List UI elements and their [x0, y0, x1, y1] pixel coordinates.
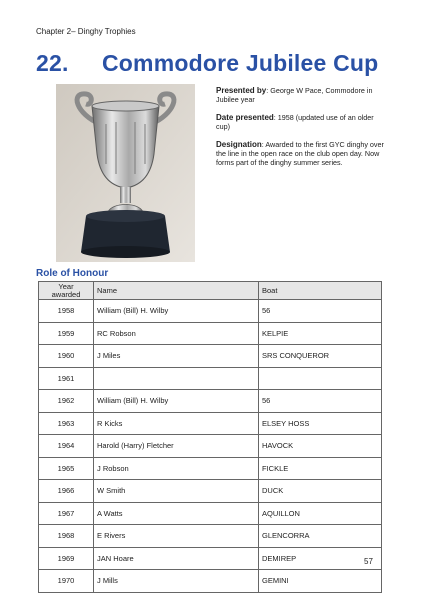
table-row — [39, 412, 382, 435]
date-presented-value: : 1958 (updated use of an older cup) — [216, 113, 374, 131]
cell-boat: DUCK — [259, 480, 382, 503]
cell-name: Harold (Harry) Fletcher — [94, 435, 259, 458]
cell-name: J Mills — [94, 570, 259, 593]
table-row — [39, 300, 382, 323]
cell-name: J Robson — [94, 457, 259, 480]
cell-boat: 56 — [259, 300, 382, 323]
cell-boat: GLENCORRA — [259, 525, 382, 548]
cell-year: 1965 — [39, 457, 94, 480]
cell-boat: HAVOCK — [259, 435, 382, 458]
date-presented-label: Date presented — [216, 113, 274, 122]
cell-boat — [259, 367, 382, 390]
trophy-photo — [56, 84, 195, 262]
cell-name: J Miles — [94, 345, 259, 368]
year-header-line2: awarded — [51, 289, 81, 299]
date-presented — [216, 113, 386, 131]
table-row — [39, 435, 382, 458]
cell-name: A Watts — [94, 502, 259, 525]
year-header-line1: Year — [58, 281, 74, 291]
cell-name: R Kicks — [94, 412, 259, 435]
page-title — [36, 50, 378, 77]
cell-year: 1964 — [39, 435, 94, 458]
roll-of-honour-heading: Role of Honour — [36, 268, 109, 279]
table-row — [39, 525, 382, 548]
cell-year: 1963 — [39, 412, 94, 435]
cell-name — [94, 367, 259, 390]
presented-by-value: : George W Pace, Commodore in Jubilee year — [216, 86, 373, 104]
cell-boat: FICKLE — [259, 457, 382, 480]
presented-by-label: Presented by — [216, 86, 267, 95]
cell-name: E Rivers — [94, 525, 259, 548]
cell-year: 1961 — [39, 367, 94, 390]
cell-boat: ELSEY HOSS — [259, 412, 382, 435]
cell-name: RC Robson — [94, 322, 259, 345]
cell-boat: DEMIREP — [259, 547, 382, 570]
column-header-boat: Boat — [259, 282, 382, 300]
cell-boat: SRS CONQUEROR — [259, 345, 382, 368]
table-row — [39, 345, 382, 368]
cell-year: 1966 — [39, 480, 94, 503]
chapter-header: Chapter 2– Dinghy Trophies — [36, 27, 136, 36]
cell-name: W Smith — [94, 480, 259, 503]
table-row — [39, 322, 382, 345]
designation — [216, 140, 386, 167]
presented-by — [216, 86, 386, 104]
section-number: 22. — [36, 50, 69, 76]
table-row — [39, 367, 382, 390]
table-row — [39, 390, 382, 413]
cell-year: 1960 — [39, 345, 94, 368]
cell-year: 1970 — [39, 570, 94, 593]
cell-year: 1958 — [39, 300, 94, 323]
cell-year: 1968 — [39, 525, 94, 548]
cell-boat: GEMINI — [259, 570, 382, 593]
cell-year: 1969 — [39, 547, 94, 570]
column-header-year — [39, 282, 94, 300]
table-row — [39, 480, 382, 503]
cell-name: JAN Hoare — [94, 547, 259, 570]
trophy-cup-icon — [56, 84, 195, 262]
page-number: 57 — [364, 557, 373, 566]
designation-label: Designation — [216, 140, 262, 149]
roll-of-honour-table — [38, 281, 382, 593]
table-row — [39, 547, 382, 570]
cell-boat: AQUILLON — [259, 502, 382, 525]
cell-boat: 56 — [259, 390, 382, 413]
trophy-name: Commodore Jubilee Cup — [102, 50, 379, 76]
designation-value: : Awarded to the first GYC dinghy over the line in the open race on the club open day. Now forms part of the dinghy summer series. — [216, 140, 384, 167]
table-row — [39, 457, 382, 480]
table-header-row — [39, 282, 382, 300]
cell-name: William (Bill) H. Wilby — [94, 390, 259, 413]
cell-year: 1967 — [39, 502, 94, 525]
cell-year: 1962 — [39, 390, 94, 413]
cell-year: 1959 — [39, 322, 94, 345]
cell-boat: KELPIE — [259, 322, 382, 345]
cell-name: William (Bill) H. Wilby — [94, 300, 259, 323]
table-row — [39, 502, 382, 525]
trophy-info — [216, 86, 386, 176]
column-header-name: Name — [94, 282, 259, 300]
table-row — [39, 570, 382, 593]
